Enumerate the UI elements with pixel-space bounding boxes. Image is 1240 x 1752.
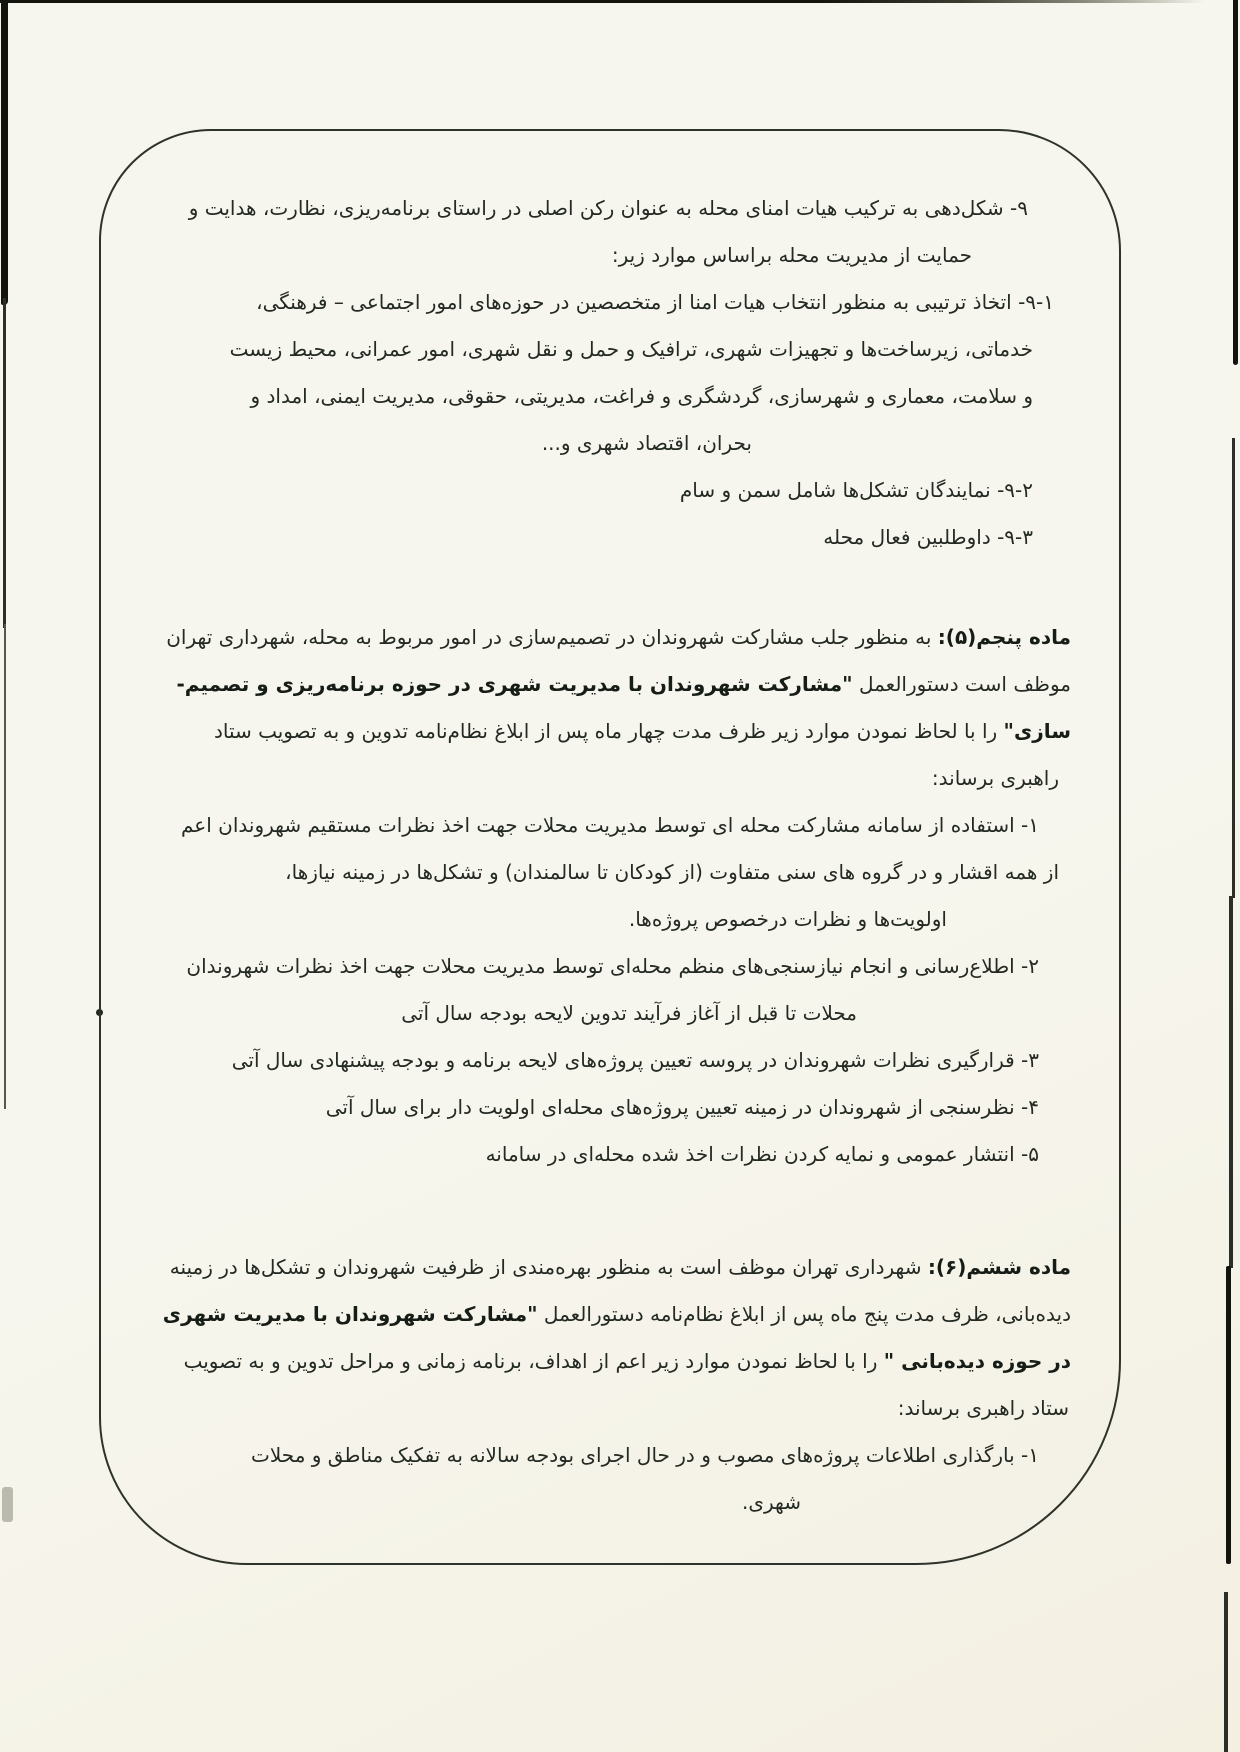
scan-edge-right xyxy=(1232,438,1235,898)
scan-edge-left xyxy=(1,0,8,305)
text-segment: ۴- نظرسنجی از شهروندان در زمینه تعیین پروژه‌های محله‌ای اولویت دار برای سال آتی xyxy=(325,1095,1039,1119)
text-segment: بحران، اقتصاد شهری و... xyxy=(541,431,752,455)
text-segment: را با لحاظ نمودن موارد زیر ظرف مدت چهار ماه پس از ابلاغ نظام‌نامه تدوین و به تصویب ستاد xyxy=(213,719,1004,743)
document-line xyxy=(101,232,1119,279)
document-line xyxy=(101,420,1119,467)
text-segment-bold: ماده ششم(۶): xyxy=(927,1255,1071,1279)
document-line xyxy=(101,708,1119,755)
scan-edge-right xyxy=(1226,1266,1231,1564)
document-line xyxy=(101,373,1119,420)
document-line xyxy=(101,1385,1119,1432)
document-line xyxy=(101,1084,1119,1131)
document-line xyxy=(101,185,1119,232)
text-segment-bold: سازی" xyxy=(1003,719,1071,743)
document-line xyxy=(101,661,1119,708)
document-line xyxy=(101,1244,1119,1291)
scan-smudge xyxy=(2,1487,13,1522)
text-segment: ۲- اطلاع‌رسانی و انجام نیازسنجی‌های منظم محله‌ای توسط مدیریت محلات جهت اخذ نظرات شهروندان xyxy=(186,954,1039,978)
document-line xyxy=(101,1432,1119,1479)
text-segment: ۹-۱- اتخاذ ترتیبی به منظور انتخاب هیات امنا از متخصصین در حوزه‌های امور اجتماعی – فرهنگی، xyxy=(256,290,1054,314)
text-segment: به منظور جلب مشارکت شهروندان در تصمیم‌سازی در امور مربوط به محله، شهرداری تهران xyxy=(166,625,938,649)
text-segment: ۳- قرارگیری نظرات شهروندان در پروسه تعیین پروژه‌های لایحه برنامه و بودجه پیشنهادی سال آتی xyxy=(231,1048,1039,1072)
text-segment: شهری. xyxy=(741,1490,801,1514)
document-border-frame xyxy=(99,129,1121,1565)
document-line xyxy=(101,849,1119,896)
text-segment: خدماتی، زیرساخت‌ها و تجهیزات شهری، ترافیک و حمل و نقل شهری، امور عمرانی، محیط زیست xyxy=(229,337,1033,361)
text-segment: ۱- استفاده از سامانه مشارکت محله ای توسط مدیریت محلات جهت اخذ نظرات مستقیم شهروندان اعم xyxy=(181,813,1039,837)
scan-edge-right xyxy=(1229,896,1233,1268)
document-line xyxy=(101,1037,1119,1084)
document-line xyxy=(101,326,1119,373)
scan-edge-left xyxy=(4,624,6,1109)
document-line xyxy=(101,943,1119,990)
document-line xyxy=(101,1338,1119,1385)
text-segment: راهبری برساند: xyxy=(931,766,1059,790)
text-segment: موظف است دستورالعمل xyxy=(852,672,1071,696)
text-segment-bold: در حوزه دیده‌بانی " xyxy=(883,1349,1071,1373)
document-line xyxy=(101,896,1119,943)
text-segment: ۹- شکل‌دهی به ترکیب هیات امنای محله به عنوان رکن اصلی در راستای برنامه‌ریزی، نظارت، هدایت و xyxy=(188,196,1028,220)
text-segment: ۵- انتشار عمومی و نمایه کردن نظرات اخذ شده محله‌ای در سامانه xyxy=(485,1142,1039,1166)
text-segment: از همه اقشار و در گروه های سنی متفاوت (از کودکان تا سالمندان) و تشکل‌ها در زمینه نیازها، xyxy=(285,860,1059,884)
document-line xyxy=(101,1131,1119,1178)
text-segment: محلات تا قبل از آغاز فرآیند تدوین لایحه بودجه سال آتی xyxy=(401,1001,857,1025)
document-line xyxy=(101,1479,1119,1526)
document-line xyxy=(101,279,1119,326)
scan-edge-right xyxy=(1224,1592,1228,1752)
document-line xyxy=(101,755,1119,802)
text-segment: ستاد راهبری برساند: xyxy=(897,1396,1069,1420)
text-segment-bold: "مشارکت شهروندان با مدیریت شهری در حوزه برنامه‌ریزی و تصمیم- xyxy=(176,672,853,696)
document-line xyxy=(101,467,1119,514)
text-segment: حمایت از مدیریت محله براساس موارد زیر: xyxy=(611,243,972,267)
scan-edge-right xyxy=(1233,0,1238,365)
text-segment: را با لحاظ نمودن موارد زیر اعم از اهداف، برنامه زمانی و مراحل تدوین و به تصویب xyxy=(183,1349,884,1373)
document-line xyxy=(101,1291,1119,1338)
scan-edge-top xyxy=(0,0,1205,3)
text-segment: شهرداری تهران موظف است به منظور بهره‌مندی از ظرفیت شهروندان و تشکل‌ها در زمینه xyxy=(169,1255,928,1279)
document-line xyxy=(101,802,1119,849)
text-segment: ۱- بارگذاری اطلاعات پروژه‌های مصوب و در حال اجرای بودجه سالانه به تفکیک مناطق و محلات xyxy=(251,1443,1039,1467)
text-segment: ۹-۲- نمایندگان تشکل‌ها شامل سمن و سام xyxy=(679,478,1033,502)
text-segment-bold: ماده پنجم(۵): xyxy=(937,625,1071,649)
document-line xyxy=(101,614,1119,661)
document-text xyxy=(101,131,1119,1563)
text-segment: دیده‌بانی، ظرف مدت پنج ماه پس از ابلاغ نظام‌نامه دستورالعمل xyxy=(537,1302,1071,1326)
document-line xyxy=(101,514,1119,561)
text-segment-bold: "مشارکت شهروندان با مدیریت شهری xyxy=(162,1302,538,1326)
text-segment: و سلامت، معماری و شهرسازی، گردشگری و فراغت، مدیریتی، حقوقی، مدیریت ایمنی، امداد و xyxy=(250,384,1033,408)
text-segment: اولویت‌ها و نظرات درخصوص پروژه‌ها. xyxy=(628,907,947,931)
document-line xyxy=(101,990,1119,1037)
text-segment: ۹-۳- داوطلبین فعال محله xyxy=(823,525,1033,549)
scan-edge-left xyxy=(3,298,6,628)
